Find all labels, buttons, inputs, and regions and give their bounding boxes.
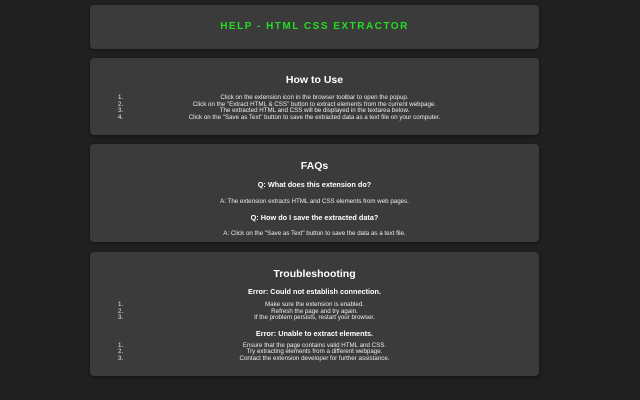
faq-question: Q: How do I save the extracted data? <box>250 213 379 222</box>
faqs-card <box>90 144 539 242</box>
how-to-use-steps <box>90 95 539 121</box>
step-text: The extracted HTML and CSS will be displayed in the textarea below. <box>219 107 410 115</box>
list-item <box>90 356 539 363</box>
step-number: 2. <box>118 100 124 108</box>
step-text: Try extracting elements from a different webpage. <box>246 348 383 356</box>
header-card <box>90 5 539 49</box>
error-heading: Error: Unable to extract elements. <box>255 328 374 338</box>
error-steps <box>90 302 539 322</box>
step-number: 3. <box>118 354 124 362</box>
troubleshooting-card <box>90 252 539 376</box>
list-item <box>90 315 539 322</box>
step-number: 3. <box>118 314 124 322</box>
step-text: If the problem persists, restart your browser. <box>254 314 375 322</box>
faq-answer: A: Click on the "Save as Text" button to save the data as a text file. <box>223 230 406 237</box>
faqs-title: FAQs <box>300 160 329 172</box>
error-heading: Error: Could not establish connection. <box>248 287 381 296</box>
error-steps <box>90 343 539 363</box>
step-text: Refresh the page and try again. <box>271 307 358 315</box>
step-text: Click on the extension icon in the browser toolbar to open the popup. <box>220 94 409 101</box>
step-text: Contact the extension developer for further assistance. <box>239 354 390 362</box>
step-number: 1. <box>118 94 124 101</box>
step-text: Click on the "Extract HTML & CSS" button to extract elements from the current webpage. <box>192 100 437 108</box>
step-text: Click on the "Save as Text" button to save the extracted data as a text file on your computer. <box>188 113 441 121</box>
how-to-use-card <box>90 58 539 135</box>
step-text: Ensure that the page contains valid HTML and CSS. <box>242 341 387 349</box>
step-number: 3. <box>118 107 124 115</box>
step-number: 2. <box>118 307 124 315</box>
list-item <box>90 115 539 122</box>
faq-answer: A: The extension extracts HTML and CSS elements from web pages. <box>220 198 409 205</box>
page-title: HELP - HTML CSS EXTRACTOR <box>220 21 409 32</box>
step-text: Make sure the extension is enabled. <box>264 301 365 308</box>
step-number: 1. <box>118 301 124 308</box>
faq-question: Q: What does this extension do? <box>257 180 372 189</box>
step-number: 4. <box>118 113 124 121</box>
how-to-use-title: How to Use <box>285 74 344 86</box>
troubleshooting-title: Troubleshooting <box>273 268 356 280</box>
step-number: 1. <box>118 341 124 349</box>
step-number: 2. <box>118 348 124 356</box>
